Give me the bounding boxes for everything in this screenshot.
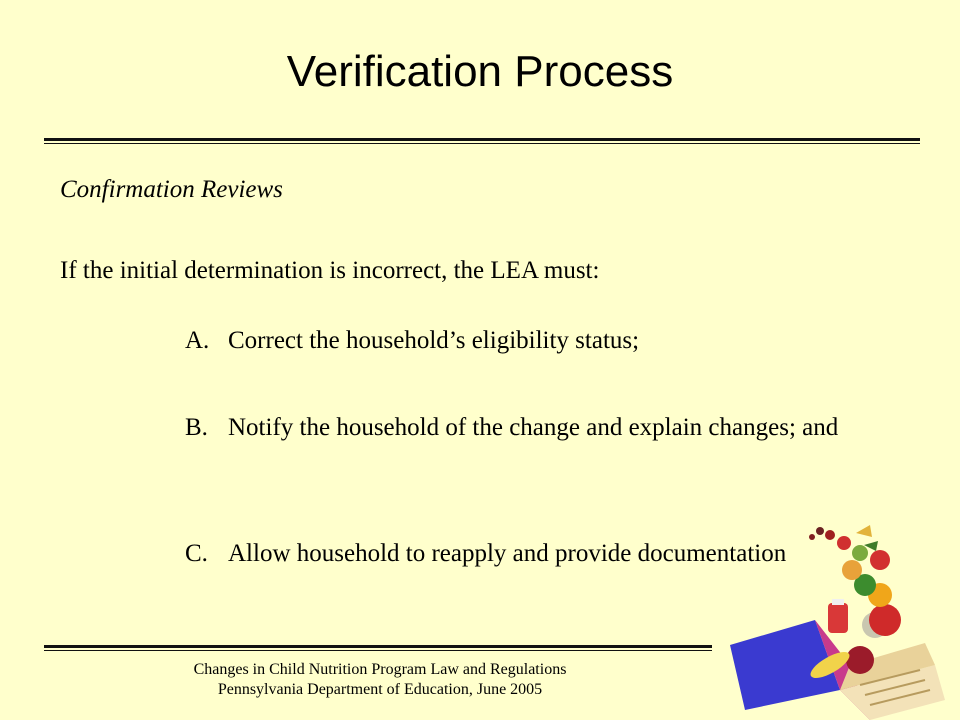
list-item-letter: B. [185, 414, 208, 441]
list-item-letter: C. [185, 540, 208, 567]
footer-divider [44, 645, 712, 651]
title-divider [44, 138, 920, 144]
slide-title: Verification Process [286, 47, 674, 96]
section-subtitle: Confirmation Reviews [60, 176, 283, 203]
list-item-b [185, 411, 845, 445]
footer-line-1: Changes in Child Nutrition Program Law and Regulations [193, 661, 567, 678]
list-item-text: Allow household to reapply and provide documentation [228, 540, 787, 567]
footer [100, 660, 660, 700]
intro-text: If the initial determination is incorrect, the LEA must: [60, 257, 600, 284]
footer-line-2: Pennsylvania Department of Education, June 2005 [217, 681, 543, 698]
list-item-letter: A. [185, 327, 210, 354]
list-item-text: Correct the household’s eligibility status; [228, 327, 640, 354]
list-item-a [185, 324, 845, 358]
list-item-text: Notify the household of the change and explain changes; and [228, 414, 839, 441]
book-fruit-clipart-icon [720, 515, 960, 720]
